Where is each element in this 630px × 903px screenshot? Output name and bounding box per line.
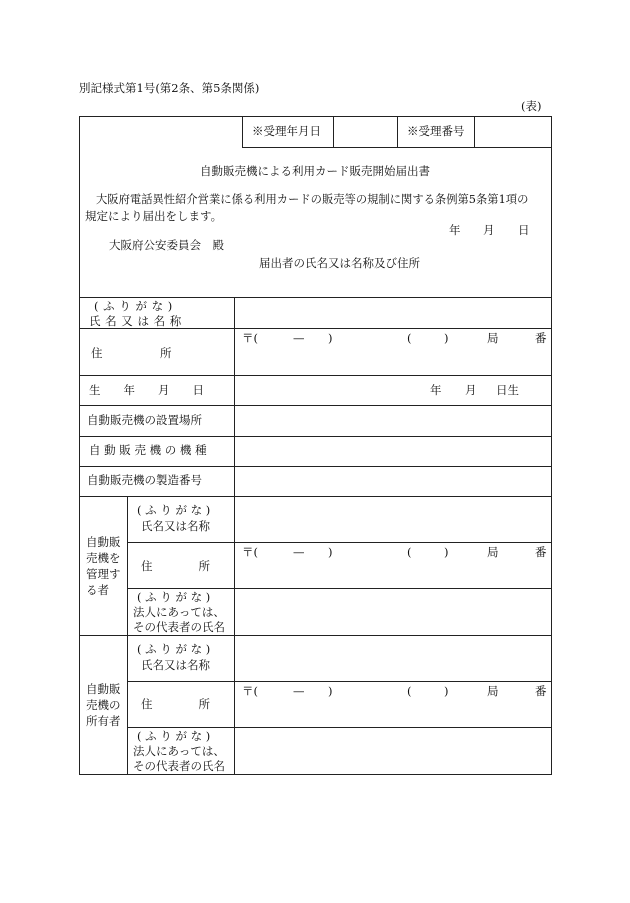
- manager-label-line4: る者: [86, 583, 109, 597]
- furigana-label: ( ふ り が な ): [94, 299, 173, 313]
- owner-address-label: 住 所: [141, 697, 210, 711]
- postal-dash: —: [293, 684, 305, 698]
- tel-ban: 番: [535, 331, 547, 345]
- manager-address-field[interactable]: [235, 543, 551, 588]
- manager-label-line1: 自動販: [86, 535, 121, 549]
- owner-rep-note-line2: その代表者の氏名: [133, 759, 225, 773]
- date-month: 月: [483, 223, 495, 237]
- addressee: 大阪府公安委員会 殿: [109, 238, 224, 252]
- owner-rep-field[interactable]: [235, 728, 551, 774]
- tel-kyoku: 局: [487, 545, 499, 559]
- owner-name-label: 氏名又は名称: [141, 658, 210, 672]
- postal-prefix: 〒(: [242, 331, 258, 345]
- postal-close: ): [328, 331, 333, 345]
- birth-month: 月: [465, 383, 477, 397]
- birth-day: 日生: [496, 383, 519, 397]
- name-label: 氏 名 又 は 名 称: [89, 314, 182, 328]
- serial-label: 自動販売機の製造番号: [87, 473, 202, 487]
- birth-year: 年: [430, 383, 442, 397]
- received-number-field[interactable]: [475, 117, 551, 147]
- tel-open: (: [407, 331, 412, 345]
- postal-prefix: 〒(: [242, 545, 258, 559]
- manager-label-line3: 管理す: [86, 567, 121, 581]
- location-label: 自動販売機の設置場所: [87, 413, 202, 427]
- address-field[interactable]: [235, 329, 551, 375]
- tel-ban: 番: [535, 545, 547, 559]
- notifier-label: 届出者の氏名又は名称及び住所: [259, 256, 420, 270]
- manager-rep-furigana-label: ( ふ り が な ): [137, 590, 211, 604]
- owner-address-field[interactable]: [235, 682, 551, 727]
- postal-close: ): [328, 684, 333, 698]
- manager-rep-note-line1: 法人にあっては、: [133, 605, 225, 619]
- manager-rep-note-line2: その代表者の氏名: [133, 620, 225, 634]
- manager-name-label: 氏名又は名称: [141, 519, 210, 533]
- tel-kyoku: 局: [487, 331, 499, 345]
- tel-close: ): [444, 545, 449, 559]
- manager-label-line2: 売機を: [86, 551, 121, 565]
- birthdate-label: 生 年 月 日: [89, 383, 204, 397]
- owner-rep-furigana-label: ( ふ り が な ): [137, 729, 211, 743]
- owner-furigana-label: ( ふ り が な ): [137, 642, 211, 656]
- manager-furigana-label: ( ふ り が な ): [137, 503, 211, 517]
- manager-rep-field[interactable]: [235, 589, 551, 635]
- tel-open: (: [407, 684, 412, 698]
- model-label: 自 動 販 売 機 の 機 種: [89, 443, 207, 457]
- postal-close: ): [328, 545, 333, 559]
- model-field[interactable]: [235, 437, 551, 466]
- tel-close: ): [444, 331, 449, 345]
- serial-field[interactable]: [235, 467, 551, 496]
- tel-ban: 番: [535, 684, 547, 698]
- owner-rep-note-line1: 法人にあっては、: [133, 744, 225, 758]
- owner-label-line1: 自動販: [86, 682, 121, 696]
- tel-open: (: [407, 545, 412, 559]
- location-field[interactable]: [235, 406, 551, 436]
- received-number-label: ※受理番号: [407, 124, 465, 138]
- owner-label-line2: 売機の: [86, 698, 121, 712]
- body-text-line2: 規定により届出をします。: [85, 209, 223, 223]
- owner-name-field[interactable]: [235, 636, 551, 681]
- body-text-line1: 大阪府電話異性紹介営業に係る利用カードの販売等の規制に関する条例第5条第1項の: [96, 193, 529, 206]
- owner-label-line3: 所有者: [86, 714, 121, 728]
- manager-name-field[interactable]: [235, 497, 551, 542]
- tel-close: ): [444, 684, 449, 698]
- postal-prefix: 〒(: [242, 684, 258, 698]
- form-side-label: (表): [521, 99, 542, 113]
- received-date-field[interactable]: [334, 117, 397, 147]
- address-label: 住 所: [91, 346, 172, 360]
- document-title: 自動販売機による利用カード販売開始届出書: [200, 164, 430, 178]
- tel-kyoku: 局: [487, 684, 499, 698]
- date-year: 年: [449, 223, 461, 237]
- date-day: 日: [518, 223, 530, 237]
- form-style-reference: 別記様式第1号(第2条、第5条関係): [79, 81, 260, 95]
- manager-address-label: 住 所: [141, 559, 210, 573]
- received-date-label: ※受理年月日: [252, 124, 321, 138]
- postal-dash: —: [293, 545, 305, 559]
- birthdate-field[interactable]: [235, 376, 551, 405]
- name-field[interactable]: [235, 298, 551, 328]
- postal-dash: —: [293, 331, 305, 345]
